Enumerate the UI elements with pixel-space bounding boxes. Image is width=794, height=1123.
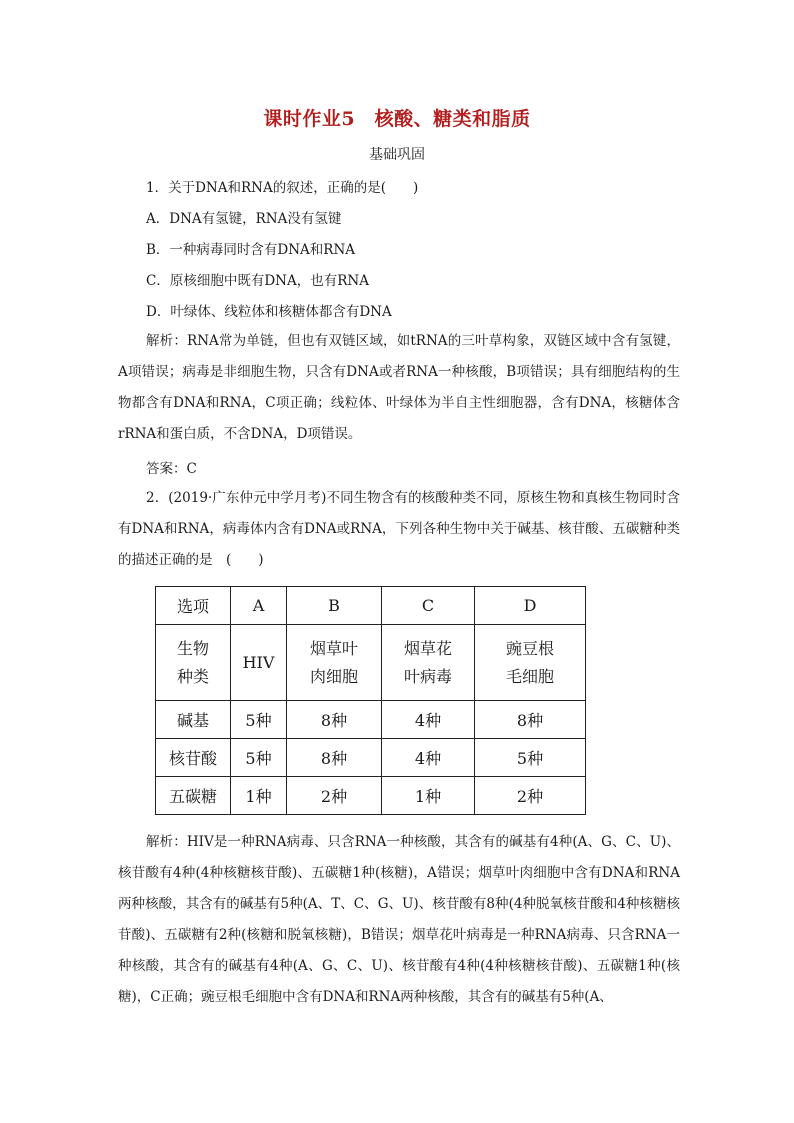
section-heading: 基础巩固 [369,147,425,163]
table-cell: 1种 [382,777,475,815]
question-1-option-a: A．DNA有氢键，RNA没有氢键 [146,211,342,227]
options-table [155,586,586,815]
question-1-answer: 答案：C [146,461,197,477]
table-header-cell: B [287,587,382,625]
table-row-pentose [156,777,586,815]
table-cell: 4种 [382,701,475,739]
table-row-nucleotides [156,739,586,777]
table-row-label: 五碳糖 [156,777,231,815]
table-cell: 8种 [287,739,382,777]
table-cell: 烟草花 叶病毒 [382,625,475,701]
table-cell: 2种 [287,777,382,815]
table-header-cell: A [231,587,287,625]
page-title: 课时作业5 核酸、糖类和脂质 [263,108,531,130]
table-cell: 豌豆根 毛细胞 [475,625,586,701]
table-cell: 烟草叶 肉细胞 [287,625,382,701]
question-1-analysis: 解析：RNA常为单链，但也有双链区域，如tRNA的三叶草构象，双链区域中含有氢键，A项错误；病毒是非细胞生物，只含有DNA或者RNA一种核酸，B项错误；具有细胞结构的生物都含有DNA和RNA，C项正确；线粒体、叶绿体为半自主性细胞器，含有DNA，核糖体含rRNA和蛋白质，不含DNA，D项错误。 [118,333,680,442]
table-header-row [156,587,586,625]
table-row-label: 核苷酸 [156,739,231,777]
question-1-option-b: B．一种病毒同时含有DNA和RNA [146,242,356,258]
table-row-label: 碱基 [156,701,231,739]
question-2-stem: 2．(2019·广东仲元中学月考)不同生物含有的核酸种类不同，原核生物和真核生物同时含有DNA和RNA，病毒体内含有DNA或RNA，下列各种生物中关于碱基、核苷酸、五碳糖种类的描述正确的是 ( ) [118,490,680,568]
table-cell: 4种 [382,739,475,777]
question-1-option-d: D．叶绿体、线粒体和核糖体都含有DNA [146,304,392,320]
table-cell: 1种 [231,777,287,815]
table-header-cell: 选项 [156,587,231,625]
table-cell: 5种 [231,701,287,739]
question-1-option-c: C．原核细胞中既有DNA，也有RNA [146,273,369,289]
table-cell: 8种 [475,701,586,739]
table-header-cell: D [475,587,586,625]
table-header-cell: C [382,587,475,625]
table-cell: 2种 [475,777,586,815]
table-row-organism [156,625,586,701]
question-1-stem: 1．关于DNA和RNA的叙述，正确的是( ) [146,180,419,196]
table-cell: 5种 [231,739,287,777]
table-cell: HIV [231,625,287,701]
table-cell: 8种 [287,701,382,739]
table-row-bases [156,701,586,739]
table-row-label: 生物 种类 [156,625,231,701]
table-cell: 5种 [475,739,586,777]
question-2-analysis: 解析：HIV是一种RNA病毒、只含RNA一种核酸，其含有的碱基有4种(A、G、C、U)、核苷酸有4种(4种核糖核苷酸)、五碳糖1种(核糖)，A错误；烟草叶肉细胞中含有DNA和RNA两种核酸，其含有的碱基有5种(A、T、C、G、U)、核苷酸有8种(4种脱氧核苷酸和4种核糖核苷酸)、五碳糖有2种(核糖和脱氧核糖)，B错误；烟草花叶病毒是一种RNA病毒、只含RNA一种核酸，其含有的碱基有4种(A、G、C、U)、核苷酸有4种(4种核糖核苷酸)、五碳糖1种(核糖)，C正确；豌豆根毛细胞中含有DNA和RNA两种核酸，其含有的碱基有5种(A、 [118,834,680,1005]
